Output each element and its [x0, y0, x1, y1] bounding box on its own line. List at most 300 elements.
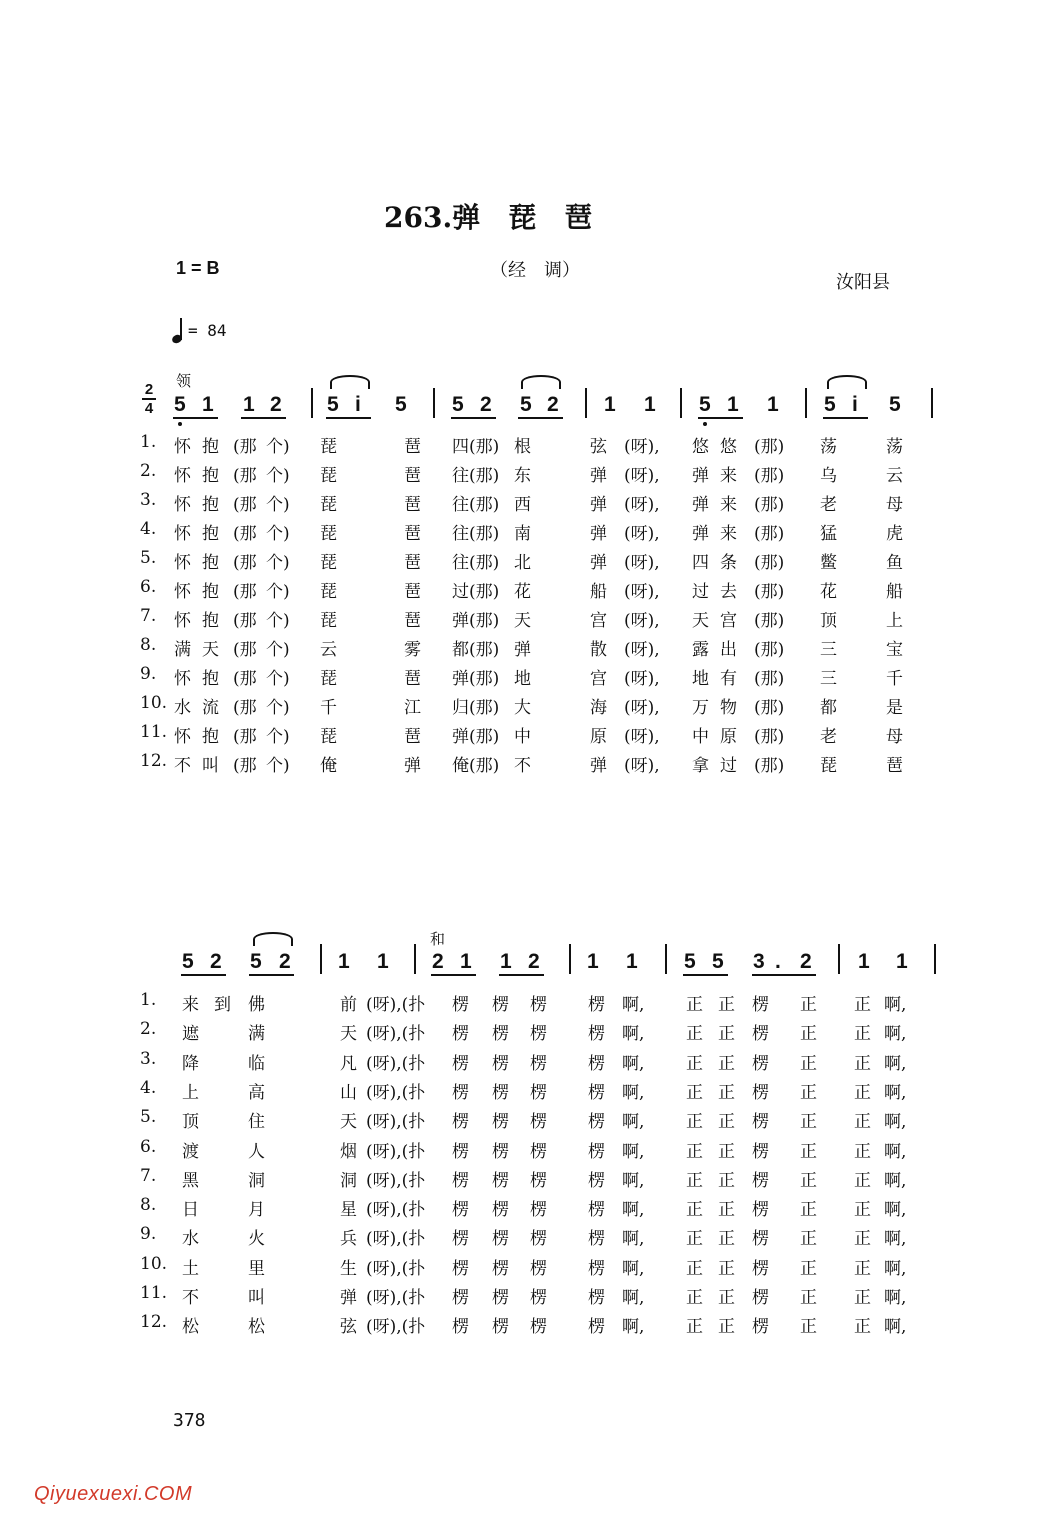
lyric-cell: (呀), — [624, 524, 660, 544]
lyric-cell: (呀),(扑 — [366, 1170, 426, 1191]
lyric-cell: (那 — [233, 756, 257, 776]
lyric-cell: 楞 — [752, 1288, 769, 1308]
lyric-cell: 4. — [140, 519, 157, 539]
note: 1 — [858, 950, 870, 973]
lyric-cell: 悠 — [720, 437, 737, 457]
lyric-cell: 啊, — [884, 1288, 907, 1308]
note: 5 — [520, 393, 532, 416]
lyric-cell: 楞 — [452, 1024, 469, 1045]
lyric-cell: (呀), — [624, 495, 660, 515]
lyric-cell: 原 — [590, 727, 607, 747]
lyric-cell: 啊, — [884, 1258, 907, 1279]
lyric-cell: 楞 — [492, 1170, 509, 1191]
lyric-cell: 水 — [182, 1229, 199, 1250]
note: 3 — [753, 950, 765, 973]
lyric-cell: 天 — [340, 1024, 357, 1045]
lyric-cell: 3. — [140, 490, 157, 510]
lyric-cell: 楞 — [452, 1053, 469, 1074]
lyric-cell: 正 — [718, 995, 735, 1015]
lyric-cell: 啊, — [884, 1317, 907, 1338]
lyric-cell: 楞 — [452, 1288, 469, 1308]
note: 1 — [767, 393, 779, 416]
lyric-cell: 正 — [686, 1024, 703, 1045]
lyric-cell: 洞 — [340, 1170, 357, 1191]
lyric-cell: 楞 — [452, 1112, 469, 1133]
lyric-cell: 啊, — [884, 1112, 907, 1133]
lyric-cell: 抱 — [202, 437, 219, 457]
note: 5 — [182, 950, 194, 973]
lyric-cell: (呀),(扑 — [366, 1024, 426, 1045]
lyric-cell: 弹 — [514, 640, 531, 660]
lyric-cell: 正 — [718, 1053, 735, 1074]
lyric-cell: 正 — [800, 1317, 817, 1338]
lyric-cell: (那 — [233, 553, 257, 573]
lyric-cell: 楞 — [530, 1317, 547, 1338]
lyric-cell: (呀), — [624, 437, 660, 457]
lyric-cell: 正 — [686, 1170, 703, 1191]
lyric-cell: 琵 — [320, 553, 337, 573]
lyric-cell: 鱼 — [886, 553, 903, 573]
lyric-cell: 琶 — [404, 669, 421, 689]
lyric-cell: 啊, — [622, 1317, 645, 1338]
lyric-cell: 楞 — [588, 1258, 605, 1279]
lyric-cell: 大 — [514, 698, 531, 718]
lyric-cell: 楞 — [752, 1024, 769, 1045]
lyric-cell: (那 — [233, 727, 257, 747]
note: 2 — [270, 393, 282, 416]
lyric-cell: 正 — [854, 1317, 871, 1338]
lyric-cell: 个) — [266, 669, 290, 689]
lyric-cell: 啊, — [622, 1082, 645, 1103]
lyric-cell: 地 — [514, 669, 531, 689]
note: 1 — [500, 950, 512, 973]
lyric-cell: 正 — [854, 995, 871, 1015]
lyric-cell: 来 — [720, 466, 737, 486]
lyric-cell: 地 — [692, 669, 709, 689]
lyric-cell: 弹 — [692, 495, 709, 515]
lyric-cell: (那) — [754, 611, 785, 631]
lyric-cell: 琶 — [404, 437, 421, 457]
lyric-cell: 啊, — [622, 1229, 645, 1250]
lyric-cell: 花 — [514, 582, 531, 602]
lyric-cell: 啊, — [884, 1170, 907, 1191]
lyric-cell: 啊, — [884, 1082, 907, 1103]
lyric-cell: 个) — [266, 466, 290, 486]
song-title: 263.弹 琵 琶 — [384, 201, 593, 234]
lyric-cell: 弹 — [590, 524, 607, 544]
lyric-cell: 中 — [514, 727, 531, 747]
lyric-cell: 叫 — [202, 756, 219, 776]
lyric-cell: (呀),(扑 — [366, 1082, 426, 1103]
lyric-cell: 琵 — [320, 582, 337, 602]
lyric-cell: 正 — [718, 1170, 735, 1191]
lyric-cell: 正 — [718, 1200, 735, 1221]
lyric-cell: 10. — [140, 1253, 168, 1274]
lyric-cell: 高 — [248, 1082, 265, 1103]
lyric-cell: (那) — [754, 437, 785, 457]
note: 1 — [460, 950, 472, 973]
tune-style: （经 调） — [490, 260, 580, 281]
lyric-cell: 黑 — [182, 1170, 199, 1191]
lyric-cell: 2. — [140, 1019, 157, 1040]
lyric-cell: 正 — [854, 1053, 871, 1074]
note: 5 — [327, 393, 339, 416]
lyric-cell: (呀), — [624, 582, 660, 602]
lyric-cell: 个) — [266, 495, 290, 515]
note: 5 — [250, 950, 262, 973]
lyric-cell: 叫 — [248, 1288, 265, 1308]
note: 5 — [699, 393, 711, 416]
lyric-cell: 楞 — [492, 1258, 509, 1279]
lyric-cell: 四 — [692, 553, 709, 573]
lyric-cell: 母 — [886, 727, 903, 747]
lyric-cell: 楞 — [588, 1170, 605, 1191]
lyric-cell: 宫 — [720, 611, 737, 631]
lyric-cell: 里 — [248, 1258, 265, 1279]
note: 1 — [338, 950, 350, 973]
lyric-cell: 烟 — [340, 1141, 357, 1162]
lyric-cell: 琶 — [404, 466, 421, 486]
lyric-cell: 啊, — [884, 1053, 907, 1074]
lyric-cell: 正 — [718, 1024, 735, 1045]
lyric-cell: (呀), — [624, 640, 660, 660]
lyric-cell: 正 — [800, 1258, 817, 1279]
lyric-cell: (呀), — [624, 611, 660, 631]
note: i — [355, 393, 361, 416]
lyric-cell: 星 — [340, 1200, 357, 1221]
note: 1 — [644, 393, 656, 416]
note: i — [852, 393, 858, 416]
lyric-cell: 啊, — [622, 995, 645, 1015]
lyric-cell: 个) — [266, 698, 290, 718]
lyric-cell: 6. — [140, 1136, 157, 1157]
lyric-cell: 母 — [886, 495, 903, 515]
lyric-cell: 正 — [800, 1288, 817, 1308]
lyric-cell: 啊, — [622, 1288, 645, 1308]
lyric-cell: 8. — [140, 635, 157, 655]
lyric-cell: 抱 — [202, 495, 219, 515]
lyric-cell: 来 — [182, 995, 199, 1015]
lyric-cell: (那) — [754, 640, 785, 660]
lyric-cell: 猛 — [820, 524, 837, 544]
lyric-cell: 怀 — [174, 582, 191, 602]
lyric-cell: 楞 — [752, 1141, 769, 1162]
lyric-cell: 云 — [320, 640, 337, 660]
lyric-cell: 船 — [886, 582, 903, 602]
lyric-cell: 过 — [720, 756, 737, 776]
lyric-cell: 正 — [686, 1288, 703, 1308]
lyric-cell: 啊, — [884, 1141, 907, 1162]
lyric-cell: 怀 — [174, 437, 191, 457]
lyric-cell: 云 — [886, 466, 903, 486]
lyric-cell: 4. — [140, 1077, 157, 1098]
lyric-cell: 雾 — [404, 640, 421, 660]
lyric-cell: 江 — [404, 698, 421, 718]
lyric-cell: 楞 — [530, 1170, 547, 1191]
time-signature-bottom: 4 — [144, 400, 154, 417]
lyric-cell: 俺(那) — [452, 756, 500, 776]
lyric-cell: 正 — [800, 1024, 817, 1045]
lyric-cell: 根 — [514, 437, 531, 457]
lyric-cell: 怀 — [174, 524, 191, 544]
time-signature — [142, 382, 156, 416]
lyric-cell: (那) — [754, 582, 785, 602]
lyric-cell: 来 — [720, 524, 737, 544]
lyric-cell: 渡 — [182, 1141, 199, 1162]
lyric-cell: 人 — [248, 1141, 265, 1162]
lyric-cell: (那) — [754, 727, 785, 747]
lyric-cell: 降 — [182, 1053, 199, 1074]
lyric-cell: 去 — [720, 582, 737, 602]
lyric-cell: 楞 — [452, 1170, 469, 1191]
lyric-cell: (呀), — [624, 669, 660, 689]
lyric-cell: 楞 — [588, 1317, 605, 1338]
lyric-cell: 楞 — [752, 1170, 769, 1191]
note: 2 — [432, 950, 444, 973]
lyric-cell: 生 — [340, 1258, 357, 1279]
lyric-cell: 楞 — [588, 1082, 605, 1103]
lyric-cell: 正 — [800, 995, 817, 1015]
lyric-cell: 露 — [692, 640, 709, 660]
lyric-cell: 琶 — [886, 756, 903, 776]
lyric-cell: 楞 — [452, 1200, 469, 1221]
lyric-cell: 出 — [720, 640, 737, 660]
lyric-cell: 千 — [886, 669, 903, 689]
lyric-cell: 楞 — [492, 1024, 509, 1045]
lyric-cell: 楞 — [588, 1141, 605, 1162]
lyric-cell: 宫 — [590, 611, 607, 631]
lyric-cell: 弹(那) — [452, 669, 500, 689]
lyric-cell: 老 — [820, 495, 837, 515]
lyric-cell: 凡 — [340, 1053, 357, 1074]
lyric-cell: 往(那) — [452, 553, 500, 573]
lyric-cell: (呀),(扑 — [366, 1229, 426, 1250]
lyric-cell: 楞 — [492, 1317, 509, 1338]
lyric-cell: 散 — [590, 640, 607, 660]
lyric-cell: 正 — [718, 1082, 735, 1103]
lyric-cell: 船 — [590, 582, 607, 602]
lyric-cell: 原 — [720, 727, 737, 747]
lyric-cell: (呀), — [624, 698, 660, 718]
note: 1 — [626, 950, 638, 973]
lyric-cell: 琶 — [404, 611, 421, 631]
lyric-cell: 楞 — [492, 1288, 509, 1308]
lyric-cell: 正 — [854, 1229, 871, 1250]
note: 2 — [480, 393, 492, 416]
lyric-cell: 往(那) — [452, 524, 500, 544]
lyric-cell: 楞 — [452, 995, 469, 1015]
lyric-cell: (那 — [233, 495, 257, 515]
lyric-cell: 顶 — [820, 611, 837, 631]
lyric-cell: 住 — [248, 1112, 265, 1133]
lyric-cell: 琶 — [404, 727, 421, 747]
lyric-cell: 流 — [202, 698, 219, 718]
lyric-cell: 个) — [266, 756, 290, 776]
lyric-cell: 啊, — [884, 1200, 907, 1221]
lyric-cell: 楞 — [452, 1141, 469, 1162]
lyric-cell: 怀 — [174, 611, 191, 631]
lyric-cell: 抱 — [202, 669, 219, 689]
lead-label: 领 — [176, 372, 192, 390]
lyric-cell: 正 — [718, 1141, 735, 1162]
lyric-cell: (呀),(扑 — [366, 1141, 426, 1162]
lyric-cell: 楞 — [452, 1082, 469, 1103]
lyric-cell: 水 — [174, 698, 191, 718]
lyric-cell: 啊, — [884, 1024, 907, 1045]
lyric-cell: (那) — [754, 698, 785, 718]
lyric-cell: 个) — [266, 437, 290, 457]
lyric-cell: 个) — [266, 524, 290, 544]
lyric-cell: 不 — [514, 756, 531, 776]
lyric-cell: 条 — [720, 553, 737, 573]
lyric-cell: 11. — [140, 722, 168, 742]
lyric-cell: 物 — [720, 698, 737, 718]
lyric-cell: 琵 — [320, 669, 337, 689]
lyric-cell: 弦 — [590, 437, 607, 457]
lyric-cell: 天 — [514, 611, 531, 631]
lyric-cell: 琵 — [320, 495, 337, 515]
lyric-cell: 顶 — [182, 1112, 199, 1133]
note: 1 — [243, 393, 255, 416]
lyric-cell: 楞 — [752, 1082, 769, 1103]
note: 5 — [889, 393, 901, 416]
lyric-cell: 正 — [800, 1141, 817, 1162]
lyric-cell: 琵 — [320, 611, 337, 631]
note: 1 — [727, 393, 739, 416]
lyric-cell: (呀),(扑 — [366, 1053, 426, 1074]
lyric-cell: 楞 — [530, 1288, 547, 1308]
lyric-cell: 悠 — [692, 437, 709, 457]
lyric-cell: 海 — [590, 698, 607, 718]
lyric-cell: (那 — [233, 524, 257, 544]
lyric-cell: 归(那) — [452, 698, 500, 718]
lyric-cell: 楞 — [752, 1053, 769, 1074]
lyric-cell: 楞 — [452, 1317, 469, 1338]
page-number: 378 — [173, 1410, 206, 1431]
lyric-cell: 松 — [248, 1317, 265, 1338]
note: 1 — [896, 950, 908, 973]
lyric-cell: 正 — [718, 1258, 735, 1279]
lyric-cell: 楞 — [752, 1317, 769, 1338]
lyric-cell: 楞 — [588, 1229, 605, 1250]
lyric-cell: 三 — [820, 669, 837, 689]
lyric-cell: (那 — [233, 582, 257, 602]
lyric-cell: 天 — [692, 611, 709, 631]
lyric-cell: 宫 — [590, 669, 607, 689]
lyric-cell: 11. — [140, 1283, 168, 1303]
lyric-cell: 正 — [800, 1229, 817, 1250]
lyric-cell: 北 — [514, 553, 531, 573]
lyric-cell: 月 — [248, 1200, 265, 1221]
lyric-cell: 满 — [174, 640, 191, 660]
lyric-cell: 楞 — [588, 1200, 605, 1221]
lyric-cell: 正 — [686, 1082, 703, 1103]
lyric-cell: 楞 — [530, 1258, 547, 1279]
lyric-cell: 南 — [514, 524, 531, 544]
lyric-cell: 虎 — [886, 524, 903, 544]
lyric-cell: 鳖 — [820, 553, 837, 573]
lyric-cell: 楞 — [492, 1112, 509, 1133]
lyric-cell: 楞 — [752, 995, 769, 1015]
lyric-cell: 琵 — [320, 437, 337, 457]
lyric-cell: (那 — [233, 698, 257, 718]
lyric-cell: 楞 — [452, 1258, 469, 1279]
lyric-cell: 俺 — [320, 756, 337, 776]
lyric-cell: 怀 — [174, 669, 191, 689]
lyric-cell: 天 — [340, 1112, 357, 1133]
lyric-cell: 西 — [514, 495, 531, 515]
lyric-cell: 楞 — [530, 1053, 547, 1074]
lyric-cell: 往(那) — [452, 495, 500, 515]
lyric-cell: 正 — [800, 1200, 817, 1221]
lyric-cell: 弹(那) — [452, 611, 500, 631]
lyric-cell: 正 — [854, 1258, 871, 1279]
lyric-cell: 琵 — [320, 727, 337, 747]
lyric-cell: 花 — [820, 582, 837, 602]
lyric-cell: 抱 — [202, 553, 219, 573]
lyric-cell: 日 — [182, 1200, 199, 1221]
lyric-cell: 遮 — [182, 1024, 199, 1045]
lyric-cell: 琵 — [820, 756, 837, 776]
lyric-cell: 来 — [720, 495, 737, 515]
lyric-cell: 啊, — [622, 1112, 645, 1133]
lyric-cell: 8. — [140, 1195, 157, 1216]
lyric-cell: 楞 — [530, 1141, 547, 1162]
lyric-cell: 7. — [140, 606, 157, 626]
lyric-cell: (呀), — [624, 727, 660, 747]
lyric-cell: 正 — [686, 1258, 703, 1279]
lyric-cell: 7. — [140, 1165, 157, 1186]
lyric-cell: 弹 — [590, 495, 607, 515]
lyric-cell: 弹 — [590, 553, 607, 573]
lyric-cell: 啊, — [622, 1200, 645, 1221]
lyric-cell: 抱 — [202, 524, 219, 544]
lyric-cell: 正 — [686, 1229, 703, 1250]
lyric-cell: 正 — [718, 1317, 735, 1338]
lyric-cell: 乌 — [820, 466, 837, 486]
lyric-cell: 怀 — [174, 495, 191, 515]
lyric-cell: 正 — [686, 995, 703, 1015]
lyric-cell: 抱 — [202, 611, 219, 631]
lyric-cell: 楞 — [492, 1141, 509, 1162]
lyric-cell: 荡 — [820, 437, 837, 457]
lyric-cell: 10. — [140, 693, 168, 713]
note: 1 — [604, 393, 616, 416]
lyric-cell: 楞 — [588, 1053, 605, 1074]
lyric-cell: 2. — [140, 461, 157, 481]
lyric-cell: 楞 — [752, 1229, 769, 1250]
lyric-cell: 老 — [820, 727, 837, 747]
lyric-cell: 啊, — [884, 995, 907, 1015]
note: 1 — [202, 393, 214, 416]
lyric-cell: (呀), — [624, 466, 660, 486]
lyric-cell: 楞 — [492, 1229, 509, 1250]
lyric-cell: 个) — [266, 727, 290, 747]
note: 1 — [587, 950, 599, 973]
lyric-cell: 抱 — [202, 727, 219, 747]
lyric-cell: 楞 — [492, 1200, 509, 1221]
lyric-cell: 3. — [140, 1048, 157, 1069]
lyric-cell: 楞 — [588, 1288, 605, 1308]
lyric-cell: (呀),(扑 — [366, 1258, 426, 1279]
lyric-cell: 楞 — [492, 1053, 509, 1074]
lyric-cell: 千 — [320, 698, 337, 718]
lyric-cell: (呀),(扑 — [366, 1200, 426, 1221]
lyric-cell: 怀 — [174, 466, 191, 486]
key-signature: 1 = B — [176, 258, 220, 278]
lyric-cell: 琵 — [320, 524, 337, 544]
lyric-cell: 正 — [800, 1112, 817, 1133]
